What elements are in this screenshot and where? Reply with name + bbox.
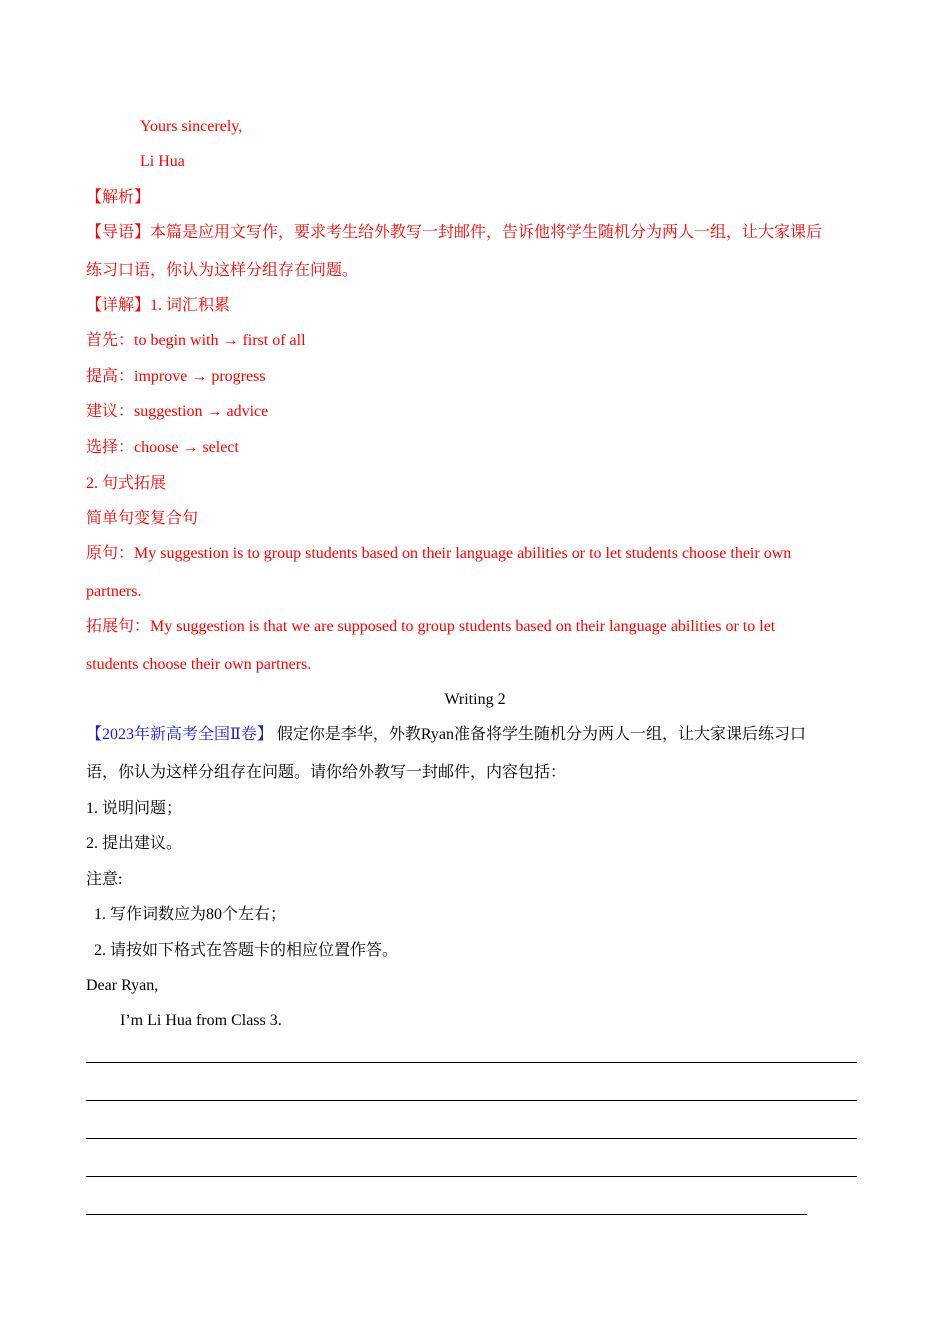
vocab-item	[86, 331, 306, 351]
vocab-zh: 建议：	[86, 403, 135, 420]
notes-label: 注意:	[86, 871, 123, 888]
expanded-text-line1: My suggestion is that we are supposed to group students based on their language abilities or to let	[150, 618, 776, 635]
intro-paragraph	[86, 223, 822, 243]
prompt-paragraph	[86, 725, 806, 745]
intro-text-line2: 练习口语，你认为这样分组存在问题。	[86, 262, 359, 279]
original-text-line1: My suggestion is to group students based on their language abilities or to let students choose their own	[134, 545, 792, 562]
prompt-text-line2: 语，你认为这样分组存在问题。请你给外教写一封邮件，内容包括：	[86, 764, 567, 781]
exam-source-tag: 【2023年新高考全国Ⅱ卷】	[86, 726, 273, 743]
requirement-item: 1. 说明问题；	[86, 800, 183, 817]
expanded-label: 拓展句：	[86, 618, 151, 635]
intro-text-line1: 本篇是应用文写作，要求考生给外教写一封邮件，告诉他将学生随机分为两人一组，让大家课后	[150, 224, 823, 241]
signature-name: Li Hua	[140, 153, 185, 170]
vocab-en: suggestion → advice	[134, 403, 269, 420]
vocab-item	[86, 402, 268, 422]
vocab-item	[86, 367, 266, 387]
requirement-item: 2. 提出建议。	[86, 835, 183, 852]
letter-opening: I’m Li Hua from Class 3.	[120, 1012, 282, 1029]
detail-heading-line	[86, 296, 230, 316]
prompt-text-line1: 假定你是李华，外教Ryan准备将学生随机分为两人一组，让大家课后练习口	[272, 726, 807, 743]
note-item: 1. 写作词数应为80个左右；	[94, 906, 287, 923]
vocab-en: to begin with → first of all	[134, 332, 306, 349]
vocab-en: choose → select	[134, 439, 239, 456]
expanded-sentence	[86, 617, 775, 637]
original-sentence	[86, 544, 791, 564]
original-text-line2: partners.	[86, 583, 142, 600]
sentence-subheading: 简单句变复合句	[86, 510, 199, 527]
vocab-zh: 提高：	[86, 368, 135, 385]
vocab-en: improve → progress	[134, 368, 266, 385]
answer-line	[86, 1138, 857, 1139]
sign-off: Yours sincerely,	[140, 118, 243, 135]
detail-heading: 1. 词汇积累	[150, 297, 231, 314]
vocab-zh: 选择：	[86, 439, 135, 456]
answer-line	[86, 1176, 857, 1177]
original-label: 原句：	[86, 545, 135, 562]
answer-line	[86, 1214, 807, 1215]
note-item: 2. 请按如下格式在答题卡的相应位置作答。	[94, 942, 399, 959]
answer-line	[86, 1100, 857, 1101]
intro-tag: 【导语】	[86, 224, 151, 241]
expanded-text-line2: students choose their own partners.	[86, 656, 312, 673]
section-title: Writing 2	[444, 691, 506, 708]
sentence-heading: 2. 句式拓展	[86, 475, 167, 492]
vocab-zh: 首先：	[86, 332, 135, 349]
answer-line	[86, 1062, 857, 1063]
detail-tag: 【详解】	[86, 297, 151, 314]
salutation: Dear Ryan,	[86, 977, 159, 994]
vocab-item	[86, 438, 239, 458]
analysis-header: 【解析】	[86, 189, 151, 206]
